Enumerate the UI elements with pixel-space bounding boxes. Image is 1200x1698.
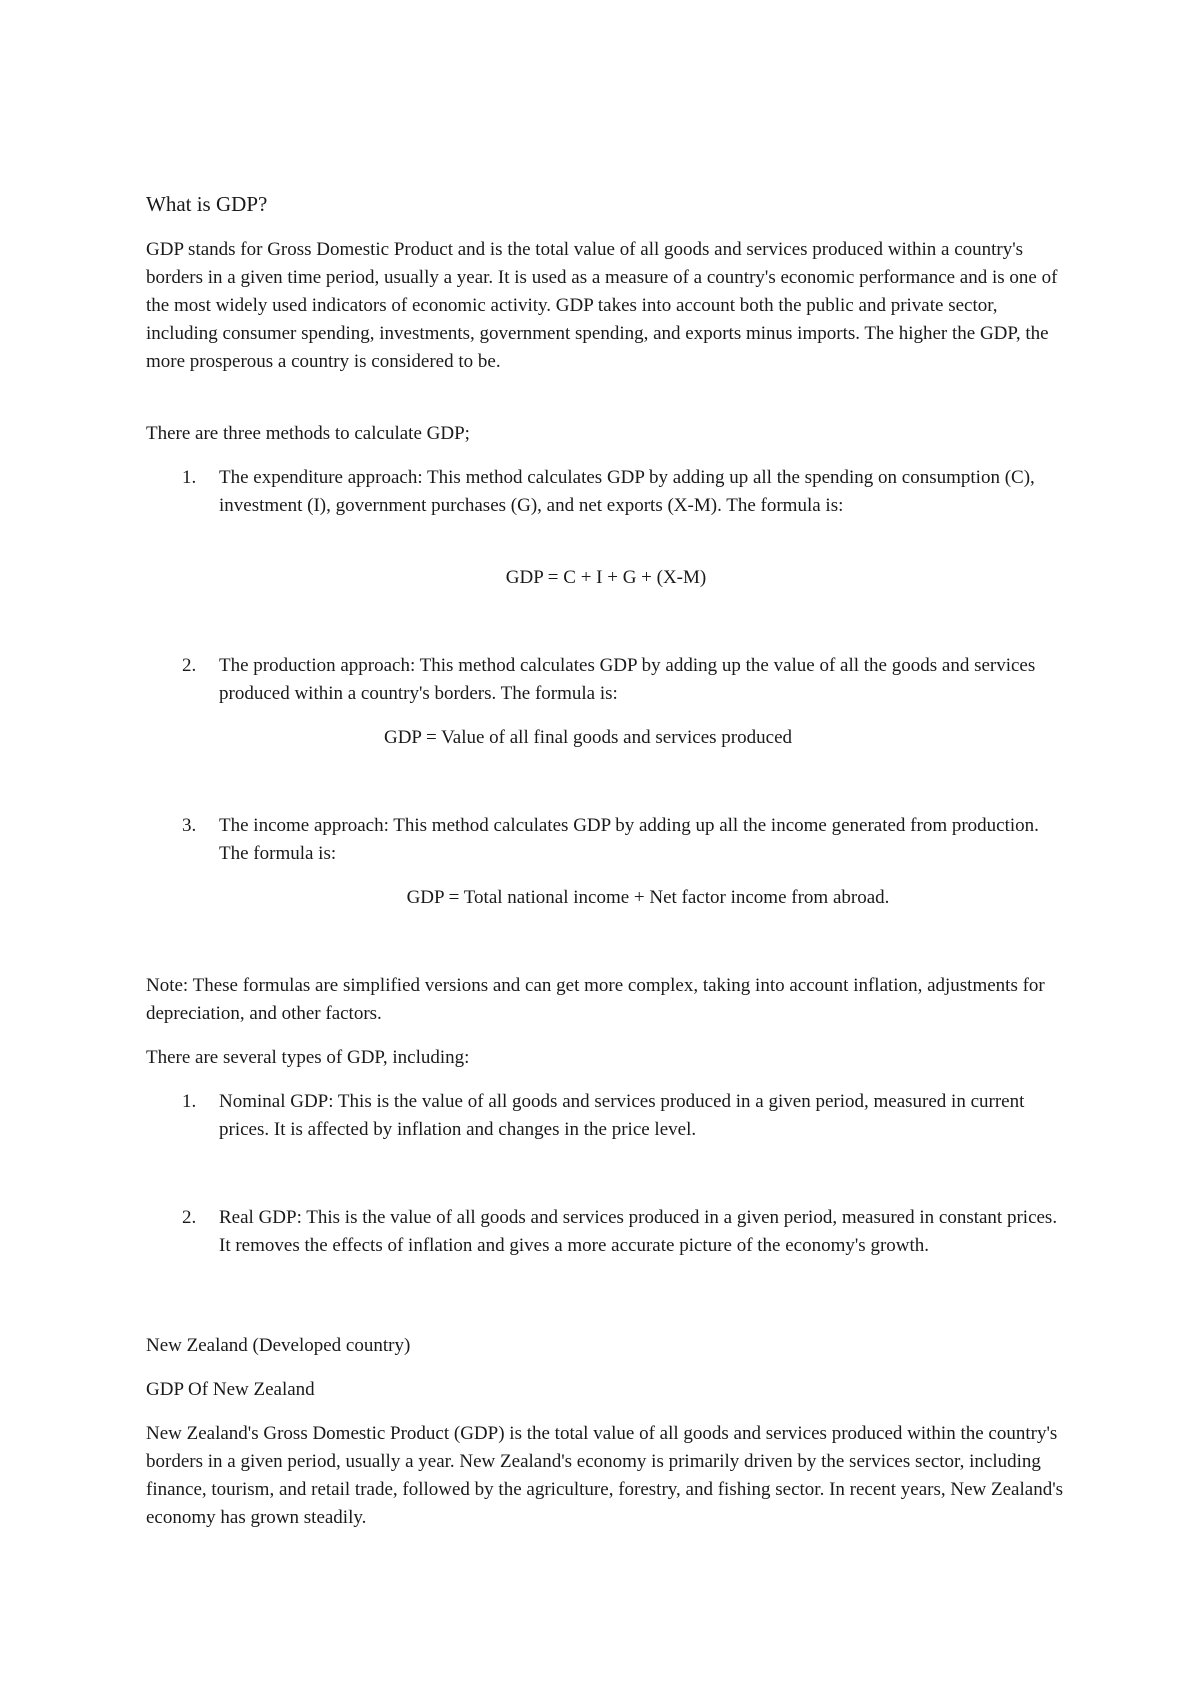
method-text: The expenditure approach: This method calculates GDP by adding up all the spending on consumption (C), investment (I), government purchases (G), and net exports (X-M). The formula is:: [219, 467, 1035, 516]
method-text: The income approach: This method calculates GDP by adding up all the income generated from production. The formula is:: [219, 815, 1039, 864]
country-paragraph: New Zealand's Gross Domestic Product (GDP) is the total value of all goods and services produced within the country's borders in a given period, usually a year. New Zealand's economy is primarily driven by the services sector, including finance, tourism, and retail trade, followed by the agriculture, forestry, and fishing sector. In recent years, New Zealand's economy has grown steadily.: [146, 1423, 1064, 1528]
formula-production: GDP = Value of all final goods and services produced: [383, 727, 793, 748]
list-number: 1.: [182, 467, 197, 488]
list-number: 2.: [182, 1207, 197, 1228]
type-text: Nominal GDP: This is the value of all goods and services produced in a given period, measured in current prices. It is affected by inflation and changes in the price level.: [219, 1091, 1025, 1140]
method-text: The production approach: This method calculates GDP by adding up the value of all the goods and services produced within a country's borders. The formula is:: [219, 655, 1036, 704]
intro-paragraph: GDP stands for Gross Domestic Product and is the total value of all goods and services produced within a country's borders in a given time period, usually a year. It is used as a measure of a country's economic performance and is one of the most widely used indicators of economic activity. GDP takes into account both the public and private sector, including consumer spending, investments, government spending, and exports minus imports. The higher the GDP, the more prosperous a country is considered to be.: [146, 239, 1058, 372]
country-heading: New Zealand (Developed country): [146, 1335, 411, 1356]
list-number: 2.: [182, 655, 197, 676]
formula-income: GDP = Total national income + Net factor income from abroad.: [406, 887, 890, 908]
list-number: 3.: [182, 815, 197, 836]
note-paragraph: Note: These formulas are simplified versions and can get more complex, taking into account inflation, adjustments for depreciation, and other factors.: [146, 975, 1045, 1024]
document-title: What is GDP?: [146, 192, 268, 216]
formula-expenditure: GDP = C + I + G + (X-M): [505, 567, 707, 588]
list-number: 1.: [182, 1091, 197, 1112]
methods-intro: There are three methods to calculate GDP;: [146, 423, 470, 444]
types-intro: There are several types of GDP, including:: [146, 1047, 470, 1068]
country-subheading: GDP Of New Zealand: [146, 1379, 315, 1400]
type-text: Real GDP: This is the value of all goods and services produced in a given period, measured in constant prices. It removes the effects of inflation and gives a more accurate picture of the economy's growth.: [219, 1207, 1058, 1256]
